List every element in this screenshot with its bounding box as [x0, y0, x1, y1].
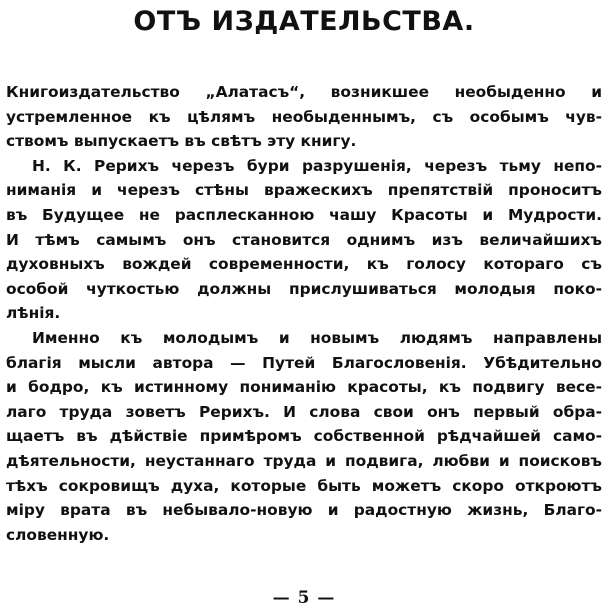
text-line: словенную. [6, 525, 110, 544]
text-line: духовныхъ вождей современности, къ голосу котораго съ [6, 255, 602, 274]
text-line: И тѣмъ самымъ онъ становится однимъ изъ величайшихъ [6, 230, 602, 249]
text-line: Н. К. Рерихъ черезъ бури разрушенія, черезъ тьму непо- [32, 156, 602, 175]
text-line: дѣятельности, неустаннаго труда и подвига, любви и поисковъ [6, 451, 602, 470]
text-line: ствомъ выпускаетъ въ свѣтъ эту книгу. [6, 132, 357, 151]
body-text [6, 80, 602, 547]
text-line: щаетъ въ дѣйствіе примѣромъ собственной рѣдчайшей само- [6, 427, 602, 446]
page-title: ОТЪ ИЗДАТЕЛЬСТВА. [133, 6, 475, 37]
text-line: и бодро, къ истинному пониманію красоты, къ подвигу весе- [6, 378, 602, 397]
text-line: въ Будущее не расплесканною чашу Красоты и Мудрости. [6, 205, 602, 224]
text-line: благія мысли автора — Путей Благословенія. Убѣдительно [6, 353, 602, 372]
text-line: лаго труда зоветъ Рерихъ. И слова свои онъ первый обра- [6, 402, 602, 421]
text-line: Книгоиздательство „Алатасъ“, возникшее необыденно и [6, 83, 602, 101]
text-line: особой чуткостью должны прислушиваться молодыя поко- [6, 279, 602, 298]
text-line: Именно къ молодымъ и новымъ людямъ направлены [32, 328, 602, 347]
text-line: устремленное къ цѣлямъ необыденнымъ, съ особымъ чув- [6, 107, 602, 126]
text-line: міру врата въ небывало-новую и радостную жизнь, Благо- [6, 501, 602, 520]
page-number: — 5 — [272, 588, 336, 608]
text-line: тѣхъ сокровищъ духа, которые быть можетъ скоро откроютъ [6, 476, 602, 495]
text-line: лѣнія. [6, 304, 61, 323]
text-line: ниманія и черезъ стѣны вражескихъ препятствій проноситъ [6, 181, 602, 200]
